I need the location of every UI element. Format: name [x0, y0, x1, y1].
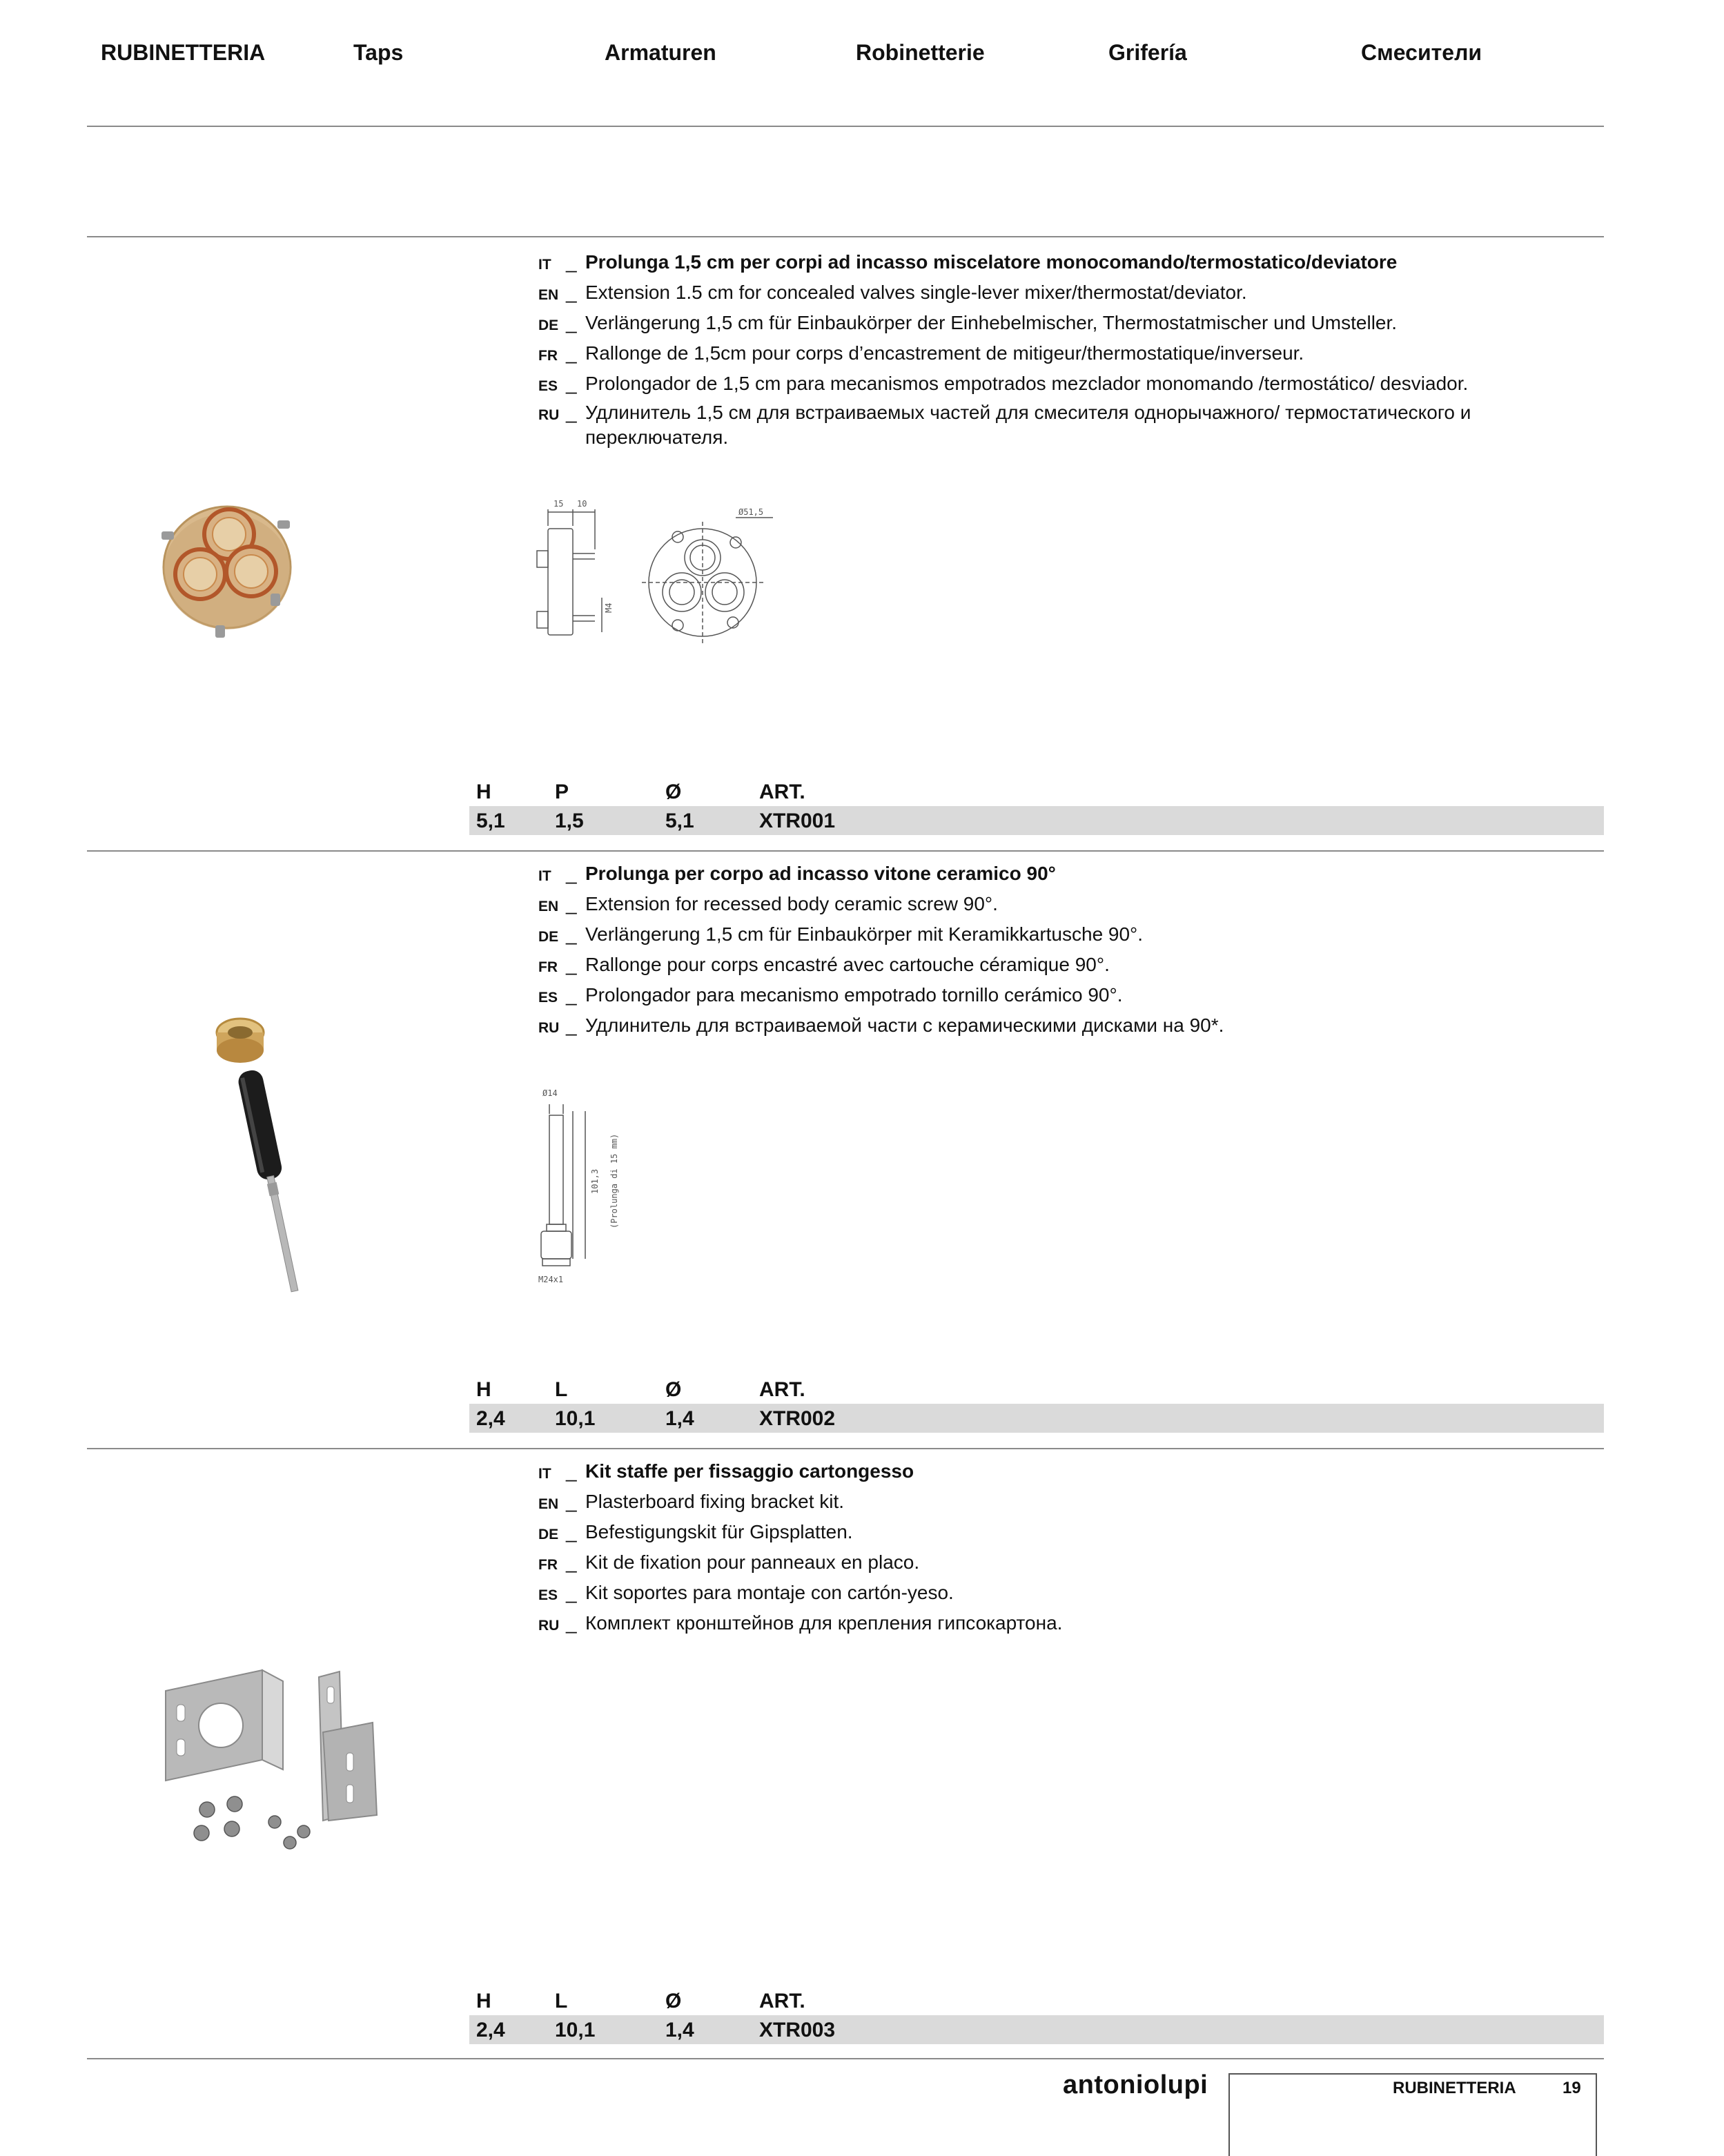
lang-code: RU: [538, 407, 560, 423]
spec-header-p: P: [555, 781, 569, 803]
dim-label-m4: M4: [604, 602, 614, 613]
desc-line-ru: RU _ Удлинитель для встраиваемой части с керамическими дисками на 90*.: [538, 1012, 1587, 1042]
header-tab-robinetterie[interactable]: Robinetterie: [856, 40, 985, 65]
spec-header-h: H: [476, 1378, 491, 1401]
desc-text: Комплект кронштейнов для крепления гипсокартона.: [585, 1612, 1063, 1634]
spec-header-diameter: Ø: [665, 1990, 682, 2012]
lang-code: IT: [538, 1466, 551, 1482]
spec-header-art: ART.: [759, 1990, 805, 2012]
desc-text: Rallonge pour corps encastré avec cartouche céramique 90°.: [585, 954, 1110, 975]
lang-code: EN: [538, 1496, 559, 1512]
product-2-drawing: [531, 1084, 635, 1291]
desc-text: Kit soportes para montaje con cartón-yeso.: [585, 1582, 954, 1603]
spec-value-diameter: 5,1: [665, 810, 694, 832]
page-number: 19: [1563, 2079, 1581, 2097]
spec-value-art: XTR003: [759, 2019, 836, 2041]
lang-code: FR: [538, 959, 558, 975]
desc-text: Verlängerung 1,5 cm für Einbaukörper der Einhebelmischer, Thermostatmischer und Umsteller.: [585, 312, 1398, 333]
desc-text: Prolongador de 1,5 cm para mecanismos empotrados mezclador monomando /termostático/ desviador.: [585, 373, 1469, 394]
lang-code: FR: [538, 348, 558, 364]
spec-header-row: [469, 1986, 1604, 2015]
dim-label-diameter: Ø51,5: [738, 507, 764, 517]
footer-section-label: RUBINETTERIA: [1393, 2079, 1516, 2097]
dim-label-m24x1: M24x1: [538, 1275, 564, 1284]
dim-label-d14: Ø14: [542, 1088, 558, 1098]
spec-header-art: ART.: [759, 1378, 805, 1401]
product-1-drawing: [531, 494, 787, 646]
header-tab-armaturen[interactable]: Armaturen: [605, 40, 716, 65]
product-2-photo: [204, 1012, 342, 1295]
spec-value-diameter: 1,4: [665, 2019, 694, 2041]
spec-value-h: 5,1: [476, 810, 505, 832]
spec-value-row: [469, 806, 1604, 835]
spec-header-diameter: Ø: [665, 781, 682, 803]
desc-line-de: DE _ Verlängerung 1,5 cm für Einbaukörper der Einhebelmischer, Thermostatmischer und Umsteller.: [538, 309, 1587, 340]
product-1-spec-table: [469, 777, 1604, 835]
spec-value-l: 10,1: [555, 2019, 596, 2041]
product-2-spec-table: [469, 1375, 1604, 1433]
desc-line-en: EN _ Plasterboard fixing bracket kit.: [538, 1488, 1587, 1518]
desc-text: Verlängerung 1,5 cm für Einbaukörper mit Keramikkartusche 90°.: [585, 923, 1144, 945]
spec-header-row: [469, 1375, 1604, 1404]
lang-code: IT: [538, 257, 551, 273]
desc-text: Удлинитель для встраиваемой части с керамическими дисками на 90*.: [585, 1015, 1224, 1036]
brand-logo: antoniolupi: [1063, 2070, 1208, 2099]
desc-text: Rallonge de 1,5cm pour corps d’encastrement de mitigeur/thermostatique/inverseur.: [585, 342, 1304, 364]
product-3-spec-table: [469, 1986, 1604, 2044]
desc-text: Удлинитель 1,5 см для встраиваемых частей для смесителя однорычажного/ термостатического и переключателя.: [585, 402, 1471, 448]
product-1-photo: [148, 490, 306, 642]
lang-code: RU: [538, 1618, 560, 1634]
footer-divider: [87, 2058, 1604, 2059]
lang-code: ES: [538, 990, 558, 1006]
desc-line-it: IT _ Prolunga per corpo ad incasso vitone ceramico 90°: [538, 860, 1587, 890]
spec-header-diameter: Ø: [665, 1378, 682, 1401]
desc-line-es: ES _ Prolongador de 1,5 cm para mecanismos empotrados mezclador monomando /termostático/ desviador.: [538, 370, 1587, 400]
desc-line-ru: RU _ Удлинитель 1,5 см для встраиваемых частей для смесителя однорычажного/ термостатического и переключателя.: [538, 400, 1587, 450]
desc-text: Extension for recessed body ceramic screw 90°.: [585, 893, 998, 914]
desc-line-fr: FR _ Kit de fixation pour panneaux en placo.: [538, 1549, 1587, 1579]
desc-line-it: IT _ Prolunga 1,5 cm per corpi ad incasso miscelatore monocomando/termostatico/deviatore: [538, 248, 1587, 279]
desc-text: Prolunga per corpo ad incasso vitone ceramico 90°: [585, 863, 1056, 884]
desc-text: Prolunga 1,5 cm per corpi ad incasso miscelatore monocomando/termostatico/deviatore: [585, 251, 1398, 273]
spec-header-h: H: [476, 1990, 491, 2012]
dim-label-15: 15: [554, 499, 564, 509]
desc-text: Plasterboard fixing bracket kit.: [585, 1491, 845, 1512]
lang-code: DE: [538, 317, 559, 333]
section-divider: [87, 236, 1604, 237]
header-tab-rubinetteria[interactable]: RUBINETTERIA: [101, 40, 266, 65]
desc-text: Prolongador para mecanismo empotrado tornillo cerámico 90°.: [585, 984, 1123, 1006]
dim-label-10: 10: [577, 499, 587, 509]
desc-line-de: DE _ Befestigungskit für Gipsplatten.: [538, 1518, 1587, 1549]
desc-line-de: DE _ Verlängerung 1,5 cm für Einbaukörper mit Keramikkartusche 90°.: [538, 921, 1587, 951]
spec-header-l: L: [555, 1378, 568, 1401]
spec-value-h: 2,4: [476, 1407, 505, 1430]
spec-value-diameter: 1,4: [665, 1407, 694, 1430]
product-3-description: [538, 1458, 1587, 1640]
header-divider: [87, 126, 1604, 127]
spec-value-art: XTR002: [759, 1407, 836, 1430]
desc-text: Extension 1.5 cm for concealed valves single-lever mixer/thermostat/deviator.: [585, 282, 1247, 303]
spec-value-row: [469, 2015, 1604, 2044]
desc-text: Befestigungskit für Gipsplatten.: [585, 1521, 853, 1542]
product-1-description: [538, 248, 1587, 450]
dim-label-length: 101,3: [590, 1168, 600, 1194]
product-3-photo: [159, 1656, 386, 1856]
dim-label-prolunga: (Prolunga di 15 mm): [609, 1133, 619, 1228]
desc-line-ru: RU _ Комплект кронштейнов для крепления гипсокартона.: [538, 1609, 1587, 1640]
product-divider: [87, 1448, 1604, 1449]
desc-text: Kit staffe per fissaggio cartongesso: [585, 1460, 914, 1482]
lang-code: DE: [538, 929, 559, 945]
desc-text: Kit de fixation pour panneaux en placo.: [585, 1551, 920, 1573]
desc-line-es: ES _ Kit soportes para montaje con cartón-yeso.: [538, 1579, 1587, 1609]
desc-line-fr: FR _ Rallonge pour corps encastré avec cartouche céramique 90°.: [538, 951, 1587, 981]
spec-value-art: XTR001: [759, 810, 836, 832]
desc-line-fr: FR _ Rallonge de 1,5cm pour corps d’encastrement de mitigeur/thermostatique/inverseur.: [538, 340, 1587, 370]
lang-code: EN: [538, 287, 559, 303]
lang-code: EN: [538, 899, 559, 914]
spec-value-row: [469, 1404, 1604, 1433]
lang-code: ES: [538, 1587, 558, 1603]
header-tab-griferia[interactable]: Grifería: [1108, 40, 1187, 65]
spec-header-art: ART.: [759, 781, 805, 803]
lang-code: RU: [538, 1020, 560, 1036]
product-divider: [87, 850, 1604, 852]
spec-value-h: 2,4: [476, 2019, 505, 2041]
header-tab-taps[interactable]: Taps: [353, 40, 404, 65]
desc-line-it: IT _ Kit staffe per fissaggio cartongesso: [538, 1458, 1587, 1488]
header-tab-smesiteli[interactable]: Смесители: [1361, 40, 1482, 65]
desc-line-es: ES _ Prolongador para mecanismo empotrado tornillo cerámico 90°.: [538, 981, 1587, 1012]
desc-line-en: EN _ Extension for recessed body ceramic screw 90°.: [538, 890, 1587, 921]
lang-code: DE: [538, 1527, 559, 1542]
lang-code: ES: [538, 378, 558, 394]
spec-header-l: L: [555, 1990, 568, 2012]
spec-value-p: 1,5: [555, 810, 584, 832]
spec-header-row: [469, 777, 1604, 806]
product-2-description: [538, 860, 1587, 1042]
lang-code: FR: [538, 1557, 558, 1573]
spec-value-l: 10,1: [555, 1407, 596, 1430]
desc-line-en: EN _ Extension 1.5 cm for concealed valves single-lever mixer/thermostat/deviator.: [538, 279, 1587, 309]
lang-code: IT: [538, 868, 551, 884]
spec-header-h: H: [476, 781, 491, 803]
